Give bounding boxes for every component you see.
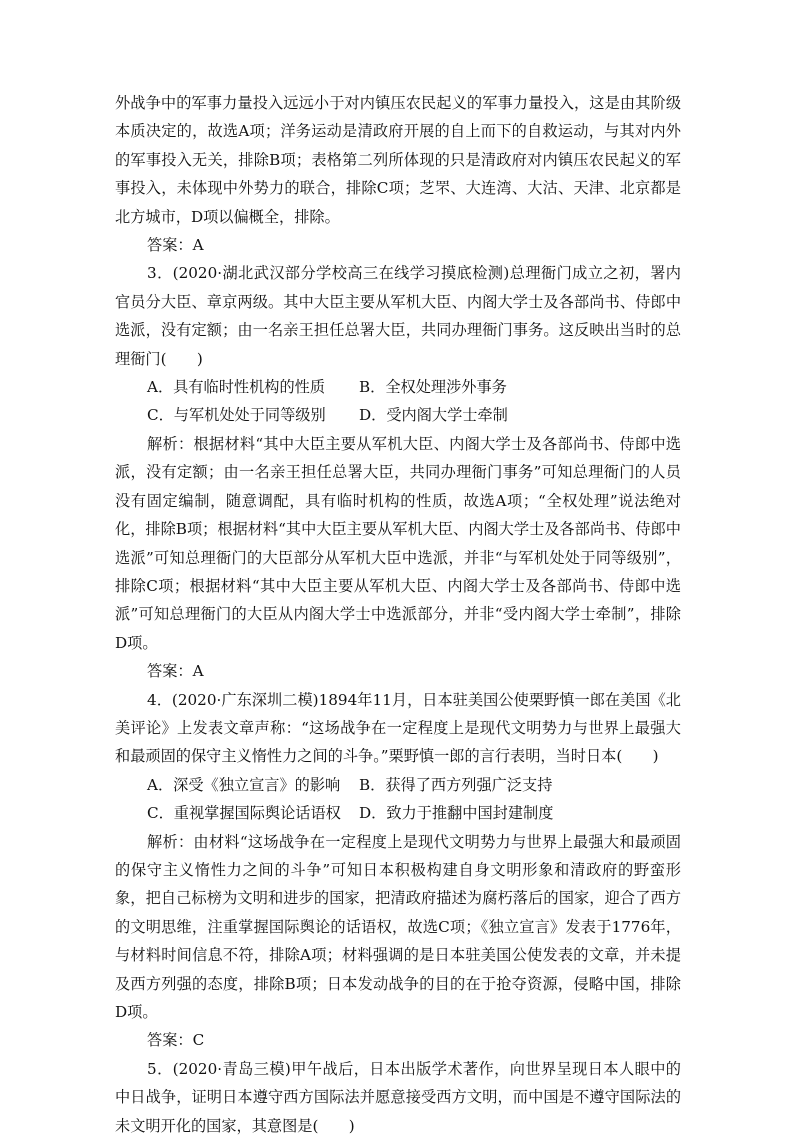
q3-answer: 答案：A [147, 662, 204, 681]
q3-options [115, 373, 681, 430]
q4-analysis: 解析：由材料“这场战争在一定程度上是现代文明势力与世界上最强大和最顽固的保守主义惰性力之间的斗争”可知日本积极构建自身文明形象和清政府的野蛮形象，把自己标榜为文明和进步的国家，把清政府描述为腐朽落后的国家，迎合了西方的文明思维，注重掌握国际舆论的话语权，故选C项；《独立宣言》发表于1776年，与材料时间信息不符，排除A项；材料强调的是日本驻美国公使发表的文章，并未提及西方列强的态度，排除B项；日本发动战争的目的在于抢夺资源，侵略中国，排除D项。 [115, 832, 681, 1021]
q4-answer: 答案：C [147, 1031, 205, 1050]
q3-option-a: A．具有临时性机构的性质 [147, 378, 326, 397]
q3-option-d: D．受内阁大学士牵制 [359, 406, 508, 425]
q4-option-c: C．重视掌握国际舆论话语权 [147, 804, 341, 823]
q4-option-a: A．深受《独立宣言》的影响 [147, 775, 341, 794]
q4-option-b: B．获得了西方列强广泛支持 [359, 775, 553, 794]
q3-stem: 3．(2020·湖北武汉部分学校高三在线学习摸底检测)总理衙门成立之初，署内官员分大臣、章京两级。其中大臣主要从军机大臣、内阁大学士及各部尚书、侍郎中选派，没有定额；由一名亲王担任总署大臣，共同办理衙门事务。这反映出当时的总理衙门( ) [115, 264, 681, 368]
q4-option-d: D．致力于推翻中国封建制度 [359, 804, 554, 823]
document-body [115, 89, 681, 1140]
q2-analysis-continuation: 外战争中的军事力量投入远远小于对内镇压农民起义的军事力量投入，这是由其阶级本质决定的，故选A项；洋务运动是清政府开展的自上而下的自救运动，与其对内外的军事投入无关，排除B项；表格第二列所体现的只是清政府对内镇压农民起义的军事投入，未体现中外势力的联合，排除C项；芝罘、大连湾、大沽、天津、北京都是北方城市，D项以偏概全，排除。 [115, 94, 681, 226]
q3-option-b: B．全权处理涉外事务 [359, 378, 507, 397]
q5-stem: 5．(2020·青岛三模)甲午战后，日本出版学术著作，向世界呈现日本人眼中的中日战争，证明日本遵守西方国际法并愿意接受西方文明，而中国是不遵守国际法的未文明开化的国家，其意图是( ) [115, 1059, 681, 1135]
q4-stem: 4．(2020·广东深圳二模)1894年11月，日本驻美国公使栗野慎一郎在美国《北美评论》上发表文章声称：“这场战争在一定程度上是现代文明势力与世界上最强大和最顽固的保守主义惰性力之间的斗争。”栗野慎一郎的言行表明，当时日本( ) [115, 690, 681, 766]
q4-options [115, 771, 681, 828]
q2-answer: 答案：A [147, 236, 204, 255]
q3-analysis: 解析：根据材料“其中大臣主要从军机大臣、内阁大学士及各部尚书、侍郎中选派，没有定额；由一名亲王担任总署大臣，共同办理衙门事务”可知总理衙门的人员没有固定编制，随意调配，具有临时机构的性质，故选A项；“全权处理”说法绝对化，排除B项；根据材料“其中大臣主要从军机大臣、内阁大学士及各部尚书、侍郎中选派”可知总理衙门的大臣部分从军机大臣中选派，并非“与军机处处于同等级别”，排除C项；根据材料“其中大臣主要从军机大臣、内阁大学士及各部尚书、侍郎中选派”可知总理衙门的大臣从内阁大学士中选派部分，并非“受内阁大学士牵制”，排除D项。 [115, 434, 681, 652]
q3-option-c: C．与军机处处于同等级别 [147, 406, 326, 425]
